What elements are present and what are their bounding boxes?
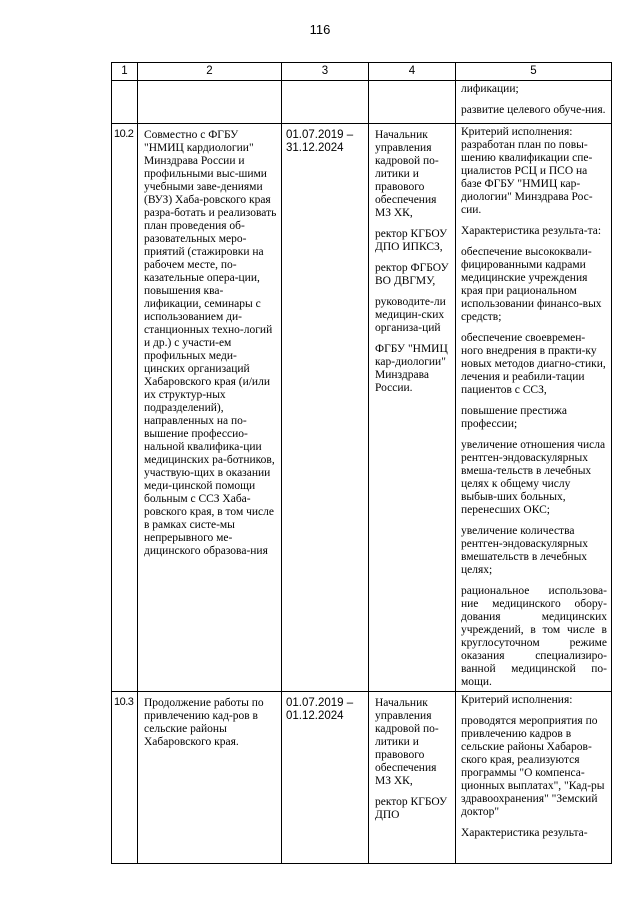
row-dates: 01.07.2019 – 31.12.2024 — [282, 124, 369, 692]
column-number-row — [112, 63, 612, 81]
result-item: увеличение отношения числа рентген-эндоваскулярных вмеша-тельств в лечебных целях к общему числу выбыв-ших больных, перенесших ОКС; — [461, 439, 606, 516]
row-description: Совместно с ФГБУ "НМИЦ кардиологии" Минздрава России и профильными выс-шими учебными заве-дениями (ВУЗ) Хаба-ровского края разра-ботать и реализовать план проведения об-разовательных меро-приятий (стажировки на рабочем месте, по-казательные опера-ции, повышения ква-лификации, семинары с использованием ди-станционных техно-логий и др.) с участи-ем профильных меди-цинских организаций Хабаровского края (и/или их структур-ных подразделений), направленных на по-вышение профессио-нальной квалифика-ции медицинских ра-ботников, участвую-щих в оказании меди-цинской помощи больным с ССЗ Хаба-ровского края, в том числе в рамках систе-мы непрерывного ме-дицинского образова-ния — [138, 124, 282, 692]
result-item: проводятся мероприятия по привлечению кадров в сельские районы Хабаров-ского края, реализуются программы "О компенса-ционных выплатах", "Кад-ры здравоохранения" "Земский доктор" — [461, 715, 605, 818]
responsible-item: ректор ФГБОУ ВО ДВГМУ, — [375, 262, 449, 287]
result-item: Характеристика результа-та: — [461, 225, 602, 237]
result-line: развитие целевого обуче-ния. — [461, 104, 606, 116]
page-number: 116 — [309, 22, 331, 37]
row-responsible — [369, 124, 456, 692]
result-item: рациональное использова-ние медицинского обору-дования медицинских учреждений, в том числе в круглосуточном режиме оказания специализиро-ванной медицинской по-мощи. — [461, 585, 607, 688]
responsible-item: Начальник управления кадровой по-литики и правового обеспечения МЗ ХК, — [375, 697, 439, 787]
table-row — [112, 692, 612, 864]
continuation-results — [456, 81, 612, 124]
result-item: Критерий исполнения: разработан план по повы-шению квалификации спе-циалистов РСЦ и ПСО на базе ФГБУ "НМИЦ кар-диологии" Минздрава Рос-сии. — [461, 126, 593, 216]
result-item: повышение престижа профессии; — [461, 405, 567, 430]
table-row — [112, 124, 612, 692]
result-item: Критерий исполнения: — [461, 694, 573, 706]
responsible-item: руководите-ли медицин-ских организа-ций — [375, 296, 446, 334]
row-description: Продолжение работы по привлечению кад-ров в сельские районы Хабаровского края. — [138, 692, 282, 864]
row-responsible — [369, 692, 456, 864]
column-number: 2 — [138, 63, 282, 81]
row-number: 10.2 — [112, 124, 138, 692]
responsible-item: ректор КГБОУ ДПО — [375, 796, 448, 821]
continuation-row — [112, 81, 612, 124]
row-number: 10.3 — [112, 692, 138, 864]
result-item: Характеристика результа- — [461, 827, 588, 839]
row-dates: 01.07.2019 – 01.12.2024 — [282, 692, 369, 864]
responsible-item: Начальник управления кадровой по-литики и правового обеспечения МЗ ХК, — [375, 129, 439, 219]
plan-table — [111, 62, 612, 864]
row-results — [456, 692, 612, 864]
column-number: 4 — [369, 63, 456, 81]
result-item: увеличение количества рентген-эндоваскулярных вмешательств в лечебных целях; — [461, 525, 588, 576]
column-number: 5 — [456, 63, 612, 81]
column-number: 3 — [282, 63, 369, 81]
row-results — [456, 124, 612, 692]
responsible-item: ректор КГБОУ ДПО ИПКСЗ, — [375, 228, 448, 253]
responsible-item: ФГБУ "НМИЦ кар-диологии" Минздрава России. — [375, 343, 448, 394]
result-line: лификации; — [461, 83, 519, 95]
column-number: 1 — [112, 63, 138, 81]
result-item: обеспечение высококвали-фицированными кадрами медицинские учреждения края при рациональном использовании финансо-вых средств; — [461, 246, 602, 323]
result-item: обеспечение своевремен-ного внедрения в практи-ку новых методов диагно-стики, лечения и реабили-тации пациентов с ССЗ, — [461, 332, 606, 396]
